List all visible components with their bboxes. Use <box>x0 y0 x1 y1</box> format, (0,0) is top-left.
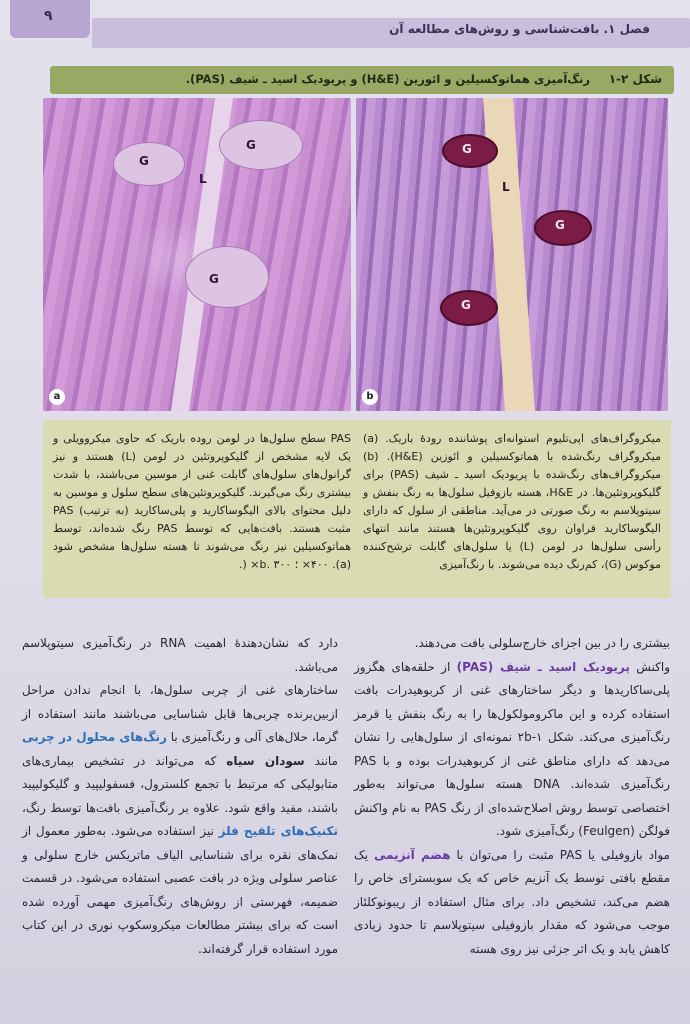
keyword-fat-soluble-dyes: رنگ‌های محلول در چربی <box>22 730 167 744</box>
figure-legend <box>43 420 671 598</box>
goblet-cell <box>219 120 303 170</box>
figure-title: رنگ‌آمیزی هماتوکسیلین و ائوزین (H&E) و پریودیک اسید ـ شیف (PAS). <box>185 72 590 86</box>
keyword-enzymatic-digestion: هضم آنزیمی <box>373 847 451 862</box>
goblet-label: G <box>461 298 471 312</box>
page-number: ۹ <box>44 8 53 24</box>
figure-label: شکل ۲-۱ <box>608 72 662 86</box>
body-left-column <box>22 632 338 961</box>
paragraph <box>354 656 670 844</box>
text-span: نیز استفاده می‌شود. به‌طور معمول از نمک‌های نقره برای شناسایی الیاف ماتریکس خارج سلولی و عناصر سلولی ویژه در بافت عصبی استفاده می‌شود. در قسمت ضمیمه، فهرستی از روش‌های رنگ‌آمیزی مهمی آورده شده است که برای بیشتر مطالعات میکروسکوپ نوری در این کتاب مورد استفاده قرار گرفته‌اند. <box>22 824 338 956</box>
text-span: ساختارهای غنی از چربی سلول‌ها، با انجام ندادن مراحل ازبین‌برنده چربی‌ها قابل شناسایی می‌باشند مانند استفاده از گرما، حلال‌های آلی و رنگ‌آمیزی با <box>22 683 339 744</box>
figure-caption-bar <box>50 66 674 94</box>
goblet-label: G <box>209 272 219 286</box>
text-span: مانند <box>304 753 338 768</box>
paragraph <box>354 844 670 962</box>
paragraph <box>22 679 338 961</box>
text-span: از حلقه‌های هگزوز پلی‌ساکاریدها و دیگر ساختارهای غنی از کربوهیدرات بافت استفاده کرده و این ماکرومولکول‌ها را به رنگ بنفش یا قرمز رنگ‌آمیزی می‌کند. شکل ۲b-۱ نمونه‌ای از سلول‌هایی را نشان می‌دهد که دارای مناطق غنی از کربوهیدرات بوده و با PAS رنگ‌آمیزی شده‌اند. DNA هسته سلول‌ها می‌تواند به‌طور اختصاصی توسط روش اصلاح‌شده‌ای از رنگ PAS به نام واکنش فولگن (Feulgen) رنگ‌آمیزی شود. <box>354 659 670 838</box>
paragraph: بیشتری را در بین اجزای خارج‌سلولی بافت می‌دهند. <box>414 636 670 650</box>
micrograph-a <box>43 98 351 411</box>
goblet-cell <box>113 142 185 186</box>
text-span: که می‌تواند در تشخیص بیماری‌های متابولیکی که مرتبط با تجمع کلسترول، فسفولیپید و گلیکولیپید باشند، مفید واقع شود. علاوه بر رنگ‌آمیزی بافت‌ها توسط رنگ، <box>22 753 338 815</box>
keyword-pas: پریودیک اسید ـ شیف (PAS) <box>456 659 630 674</box>
legend-left-column: PAS سطح سلول‌ها در لومن روده باریک که حاوی میکروویلی و یک لایه مشخص از گلیکوپروتئین در لومن (L) هستند و نیز گرانول‌های سلول‌های گابلت غنی از موسین می‌باشند، با شدت بیشتری رنگ می‌گیرند. گلیکوپروتئین‌های سطح سلول و موسین به دلیل محتوای بالای الیگوساکارید و پلی‌ساکارید (به ترتیب) PAS مثبت هستند. بافت‌هایی که توسط PAS رنگ شده‌اند، توسط هماتوکسیلین نیز رنگ می‌شوند تا هسته سلول‌ها مشخص شود (a). ۴۰۰× ؛ b. ۳۰۰× (. <box>53 432 351 571</box>
goblet-label: G <box>139 154 149 168</box>
lumen-label: L <box>199 172 207 186</box>
goblet-label: G <box>462 142 472 156</box>
legend-right-column: میکروگراف‌های اپی‌تلیوم استوانه‌ای پوشاننده رودهٔ باریک. (a) میکروگراف رنگ‌شده با هماتوکسیلین و ائوزین (H&E). (b) میکروگراف‌های رنگ‌شده با پریودیک اسید ـ شیف (PAS) برای گلیکوپروتئین‌ها. در H&E، هسته بازوفیل سلول‌ها به رنگ بنفش و سیتوپلاسم به رنگ صورتی در می‌آید. مناطقی از سلول که دارای الیگوساکارید فراوان روی گلیکوپروتئین‌ها هستند مانند انتهای رأسی سلول‌ها در لومن (L) یا سلول‌های گابلت ترشح‌کننده موکوس (G)، کم‌رنگ دیده می‌شوند. با رنگ‌آمیزی <box>363 432 661 571</box>
keyword-sudan-black: سودان سیاه <box>226 753 305 768</box>
goblet-label: G <box>246 138 256 152</box>
text-span: واکنش <box>629 659 671 674</box>
goblet-cell <box>185 246 269 308</box>
panel-badge-b: b <box>362 389 378 405</box>
panel-badge-a: a <box>49 389 65 405</box>
text-span: مواد بازوفیلی یا PAS مثبت را می‌توان با <box>450 847 670 862</box>
paragraph: دارد که نشان‌دهندهٔ اهمیت RNA در رنگ‌آمیزی سیتوپلاسم می‌باشد. <box>22 636 338 674</box>
keyword-metal-impregnation: تکنیک‌های تلقیح فلز <box>218 824 338 838</box>
lumen-label: L <box>502 180 510 194</box>
chapter-title: فصل ۱. بافت‌شناسی و روش‌های مطالعه آن <box>389 22 650 36</box>
text-span: یک مقطع بافتی توسط یک آنزیم خاص که یک سوبسترای خاص را هضم می‌کند، تشخیص داد. برای مثال استفاده از ریبونوکلئاز موجب می‌شود که مقدار بازوفیلی سیتوپلاسم تا حدود زیادی کاهش یابد و یک اثر جزئی نیز روی هسته <box>354 847 670 956</box>
micrograph-b <box>356 98 668 411</box>
goblet-label: G <box>555 218 565 232</box>
body-right-column <box>354 632 670 961</box>
